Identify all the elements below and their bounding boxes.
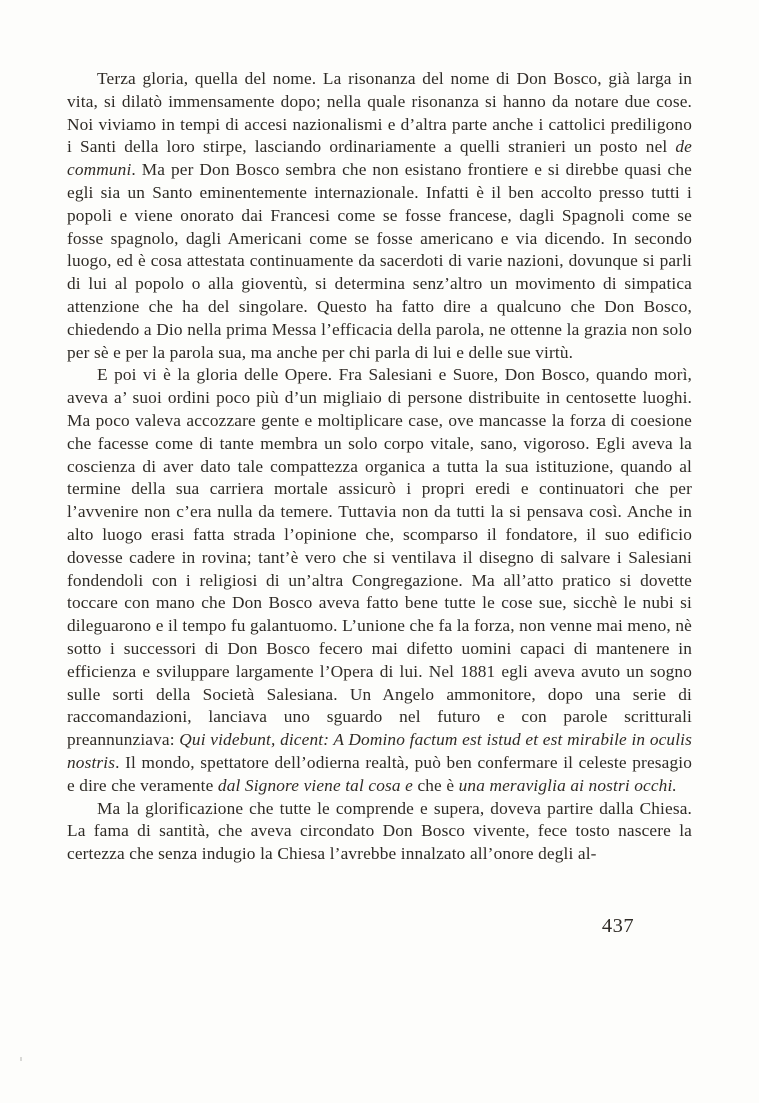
scan-speck <box>20 1057 22 1061</box>
page-number: 437 <box>601 915 635 937</box>
paragraph-1-segment-2-italic: de communi <box>67 137 692 180</box>
paragraph-2-segment-1: E poi vi è la gloria delle Opere. Fra Salesiani e Suore, Don Bosco, quando morì, aveva a’ suoi ordini poco più d’un migliaio di persone distribuite in centosette luoghi. Ma poco valeva accozzare gente e moltiplicare case, ove mancasse la forza di coesione che facesse come di tante membra un solo corpo vitale, sano, vigoroso. Egli aveva la coscienza di aver dato tale compattezza organica a tutta la sua istituzione, quando al termine della sua carriera mortale assicurò i propri eredi e continuatori che per l’avvenire non c’era nulla da temere. Tuttavia non da tutti la si pensava così. Anche in alto luogo erasi fatta strada l’opinione che, scomparso il fondatore, il suo edificio dovesse cadere in rovina; tant’è vero che si ventilava il disegno di salvare i Salesiani fondendoli con i religiosi di un’altra Congregazione. Ma all’atto pratico si dovette toccare con mano che Don Bosco aveva fatto bene tutte le cose sue, sicchè le nubi si dileguarono e il tempo fu galantuomo. L’unione che fa la forza, non venne mai meno, nè sotto i successori di Don Bosco fecero mai difetto uomini capaci di mantenere in efficienza e sviluppare largamente l’Opera di lui. Nel 1881 egli aveva avuto un sogno sulle sorti della Società Salesiana. Un Angelo ammonitore, dopo una serie di raccomandazioni, lanciava uno sguardo nel futuro e con parole scritturali preannunziava: <box>67 365 692 750</box>
paragraph-1-segment-3: . Ma per Don Bosco sembra che non esistano frontiere e si direbbe quasi che egli sia un Santo eminentemente internazionale. Infatti è il ben accolto presso tutti i popoli e viene onorato dai Francesi come se fosse francese, dagli Spagnoli come se fosse spagnolo, dagli Americani come se fosse americano e via dicendo. In secondo luogo, ed è cosa attestata continuamente da sacerdoti di varie nazioni, dovunque si parli di lui al popolo o alla gioventù, si determina senz’altro un movimento di simpatica attenzione che ha del singolare. Questo ha fatto dire a qualcuno che Don Bosco, chiedendo a Dio nella prima Messa l’efficacia della parola, ne ottenne la grazia non solo per sè e per la parola sua, ma anche per chi parla di lui e delle sue virtù. <box>67 160 692 362</box>
paragraph-2 <box>67 364 692 797</box>
paragraph-2-segment-5: che è <box>412 775 459 795</box>
paragraph-3-segment-1: Ma la glorificazione che tutte le comprende e supera, doveva partire dalla Chiesa. La fama di santità, che aveva circondato Don Bosco vivente, fece tosto nascere la certezza che senza indugio la Chiesa l’avrebbe innalzato all’onore degli al- <box>67 798 692 864</box>
paragraph-1 <box>67 68 692 364</box>
paragraph-2-segment-3: . Il mondo, spettatore dell’odierna realtà, può ben confermare il celeste presagio e dire che veramente <box>67 752 692 795</box>
paragraph-2-segment-6-italic: una meraviglia ai nostri occhi. <box>458 775 677 795</box>
paragraph-3 <box>67 798 692 866</box>
page-text-block <box>67 68 692 866</box>
paragraph-2-segment-4-italic: dal Signore viene tal cosa e <box>217 775 413 795</box>
paragraph-1-segment-1: Terza gloria, quella del nome. La risonanza del nome di Don Bosco, già larga in vita, si dilatò immensamente dopo; nella quale risonanza si hanno da notare due cose. Noi viviamo in tempi di accesi nazionalismi e d’altra parte anche i cattolici prediligono i Santi della loro stirpe, lasciando ordinariamente a quelli stranieri un posto nel <box>67 69 692 157</box>
paragraph-2-segment-2-italic: Qui videbunt, dicent: A Domino factum est istud et est mirabile in oculis nostris <box>67 730 692 772</box>
